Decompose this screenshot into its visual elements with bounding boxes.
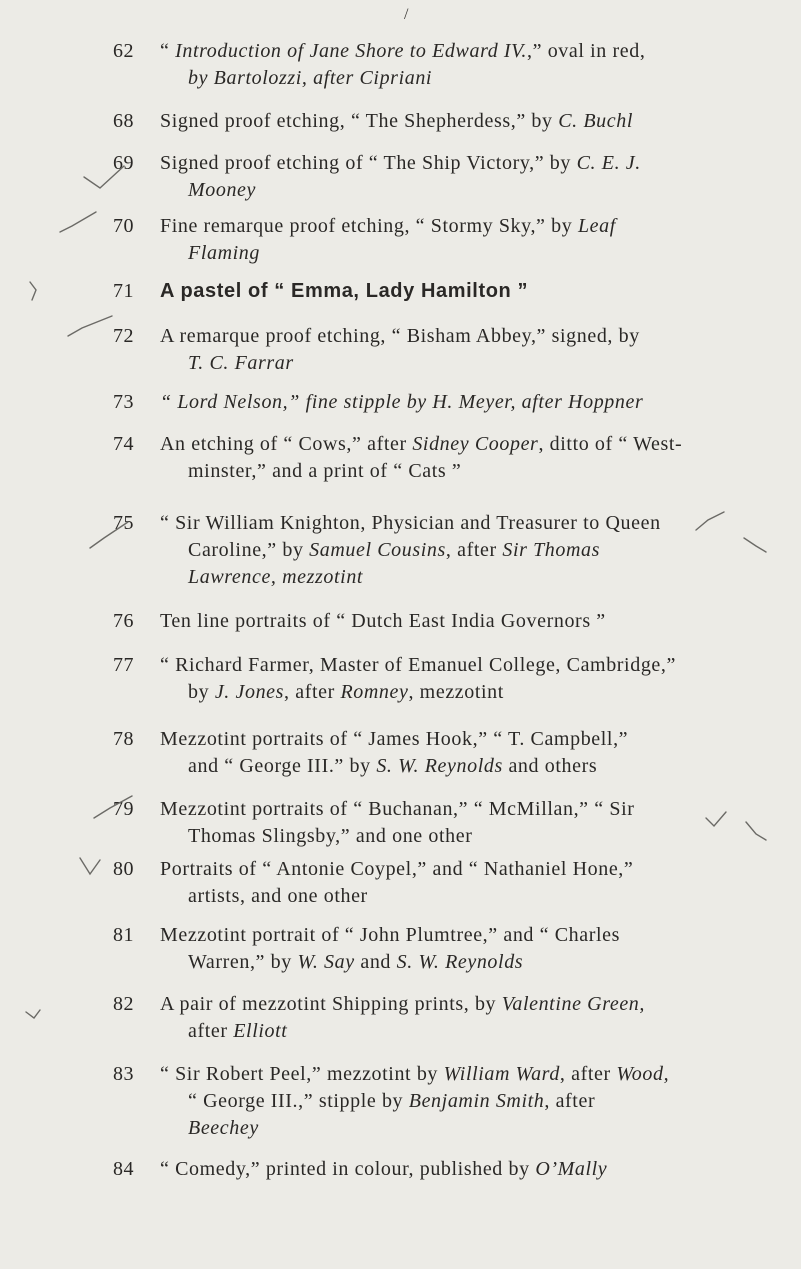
entry-text: minster,” and a print of “ Cats ”	[188, 460, 462, 482]
entry-line	[160, 38, 645, 65]
entry-artist-italic: Mooney	[188, 179, 257, 201]
entry-text: , after	[445, 539, 503, 561]
entry-line	[188, 240, 260, 267]
entry-line	[160, 796, 634, 823]
entry-artist-italic: William Ward	[443, 1063, 560, 1085]
entry-line	[188, 350, 294, 377]
entry-artist-italic: Elliott	[233, 1020, 288, 1042]
entry-artist-italic: S. W. Reynolds	[376, 755, 503, 777]
entry-text: and	[354, 951, 397, 973]
entry-line	[188, 883, 368, 910]
entry-line	[160, 510, 661, 537]
entry-text: A pair of mezzotint Shipping prints, by	[160, 993, 502, 1015]
entry-line	[160, 1156, 607, 1183]
pencil-tick-mark	[746, 822, 766, 840]
entry-artist-italic: Benjamin Smith	[408, 1090, 545, 1112]
lot-number: 62	[113, 40, 134, 62]
lot-number: 77	[113, 654, 134, 676]
entry-text: after	[188, 1020, 234, 1042]
entry-artist-italic: Wood,	[616, 1063, 670, 1085]
pencil-tick-mark	[26, 1010, 40, 1018]
entry-text: Thomas Slingsby,” and one other	[188, 825, 473, 847]
entry-artist-italic: fine stipple by H. Meyer, after Hoppner	[305, 391, 644, 413]
entry-line	[188, 564, 363, 591]
entry-line	[160, 278, 528, 305]
page-mark: /	[404, 6, 409, 23]
entry-text: by	[188, 681, 215, 703]
entry-text: Signed proof etching of “ The Ship Victory,” by	[160, 152, 577, 174]
entry-artist-italic: S. W. Reynolds	[396, 951, 524, 973]
entry-line	[160, 652, 676, 679]
entry-artist-italic: by Bartolozzi, after Cipriani	[188, 67, 433, 89]
entry-line	[188, 458, 461, 485]
entry-line	[188, 949, 523, 976]
entry-text: , after	[544, 1090, 596, 1112]
lot-number: 82	[113, 993, 134, 1015]
entry-text: Mezzotint portraits of “ James Hook,” “ T. Campbell,”	[160, 728, 629, 750]
pencil-tick-mark	[60, 212, 96, 232]
entry-line	[160, 323, 640, 350]
pencil-tick-mark	[30, 282, 36, 300]
entry-line	[160, 726, 628, 753]
entry-text: An etching of “ Cows,” after	[160, 433, 413, 455]
entry-text: Fine remarque proof etching, “ Stormy Sky,” by	[160, 215, 578, 237]
lot-number: 71	[113, 280, 134, 302]
entry-line	[160, 608, 606, 635]
lot-number: 78	[113, 728, 134, 750]
entry-line	[160, 389, 643, 416]
lot-number: 70	[113, 215, 134, 237]
entry-title-italic: Introduction of Jane Shore to Edward IV.	[175, 40, 528, 62]
entry-line	[188, 1088, 595, 1115]
lot-number: 69	[113, 152, 134, 174]
lot-number: 75	[113, 512, 134, 534]
entry-line	[188, 65, 432, 92]
entry-text: ,” oval in red,	[527, 40, 646, 62]
lot-number: 74	[113, 433, 134, 455]
entry-text: A remarque proof etching, “ Bisham Abbey,” signed, by	[160, 325, 640, 347]
entry-artist-italic: Samuel Cousins	[309, 539, 446, 561]
entry-line	[160, 213, 616, 240]
entry-artist-italic: W. Say	[297, 951, 355, 973]
lot-number: 81	[113, 924, 134, 946]
entry-artist-italic: Lawrence, mezzotint	[188, 566, 364, 588]
entry-line	[188, 177, 256, 204]
entry-artist-italic: O’Mally	[535, 1158, 608, 1180]
entry-line	[160, 108, 633, 135]
entry-line	[160, 991, 645, 1018]
entry-line	[188, 753, 597, 780]
entry-line	[160, 150, 641, 177]
entry-line	[160, 431, 682, 458]
entry-text: , after	[559, 1063, 617, 1085]
entry-text: “ Sir Robert Peel,” mezzotint by	[160, 1063, 444, 1085]
entry-artist-italic: Flaming	[188, 242, 260, 264]
lot-number: 73	[113, 391, 134, 413]
entry-line	[188, 1115, 259, 1142]
entry-line	[188, 537, 600, 564]
entry-text: Signed proof etching, “ The Shepherdess,” by	[160, 110, 559, 132]
pencil-tick-mark	[696, 512, 724, 530]
entry-text: A pastel of “ Emma, Lady Hamilton ”	[160, 280, 529, 302]
entry-text: “	[160, 40, 176, 62]
entry-text: “ Comedy,” printed in colour, published by	[160, 1158, 536, 1180]
entry-artist-italic: Sir Thomas	[502, 539, 601, 561]
entry-text: Warren,” by	[188, 951, 298, 973]
pencil-tick-mark	[706, 812, 726, 826]
pencil-tick-mark	[744, 538, 766, 552]
entry-text: , mezzotint	[408, 681, 504, 703]
entry-line	[188, 1018, 287, 1045]
pencil-tick-mark	[68, 316, 112, 336]
lot-number: 68	[113, 110, 134, 132]
entry-line	[160, 1061, 669, 1088]
entry-text: artists, and one other	[188, 885, 368, 907]
lot-number: 72	[113, 325, 134, 347]
entry-line	[160, 856, 633, 883]
entry-text: Mezzotint portrait of “ John Plumtree,” and “ Charles	[160, 924, 621, 946]
entry-text: “ George III.,” stipple by	[188, 1090, 409, 1112]
entry-artist-italic: Valentine Green,	[501, 993, 646, 1015]
lot-number: 79	[113, 798, 134, 820]
entry-text: Caroline,” by	[188, 539, 310, 561]
entry-text: Portraits of “ Antonie Coypel,” and “ Nathaniel Hone,”	[160, 858, 634, 880]
entry-artist-italic: C. Buchl	[558, 110, 634, 132]
lot-number: 76	[113, 610, 134, 632]
lot-number: 83	[113, 1063, 134, 1085]
entry-artist-italic: J. Jones	[214, 681, 285, 703]
entry-text: “ Sir William Knighton, Physician and Treasurer to Queen	[160, 512, 661, 534]
lot-number: 80	[113, 858, 134, 880]
entry-text: and others	[502, 755, 598, 777]
entry-artist-italic: Leaf	[577, 215, 616, 237]
entry-line	[160, 922, 620, 949]
lot-number: 84	[113, 1158, 134, 1180]
entry-artist-italic: Beechey	[188, 1117, 259, 1139]
entry-text: , after	[284, 681, 341, 703]
pencil-tick-mark	[80, 858, 100, 874]
entry-text: Ten line portraits of “ Dutch East India Governors ”	[160, 610, 606, 632]
entry-text: Mezzotint portraits of “ Buchanan,” “ McMillan,” “ Sir	[160, 798, 635, 820]
entry-title-italic: “ Lord Nelson,”	[160, 391, 306, 413]
entry-artist-italic: Sidney Cooper	[412, 433, 539, 455]
entry-text: , ditto of “ West-	[538, 433, 683, 455]
entry-artist-italic: C. E. J.	[576, 152, 641, 174]
entry-line	[188, 679, 504, 706]
entry-artist-italic: Romney	[340, 681, 409, 703]
entry-artist-italic: T. C. Farrar	[188, 352, 294, 374]
entry-line	[188, 823, 472, 850]
entry-text: and “ George III.” by	[188, 755, 377, 777]
entry-text: “ Richard Farmer, Master of Emanuel College, Cambridge,”	[160, 654, 676, 676]
